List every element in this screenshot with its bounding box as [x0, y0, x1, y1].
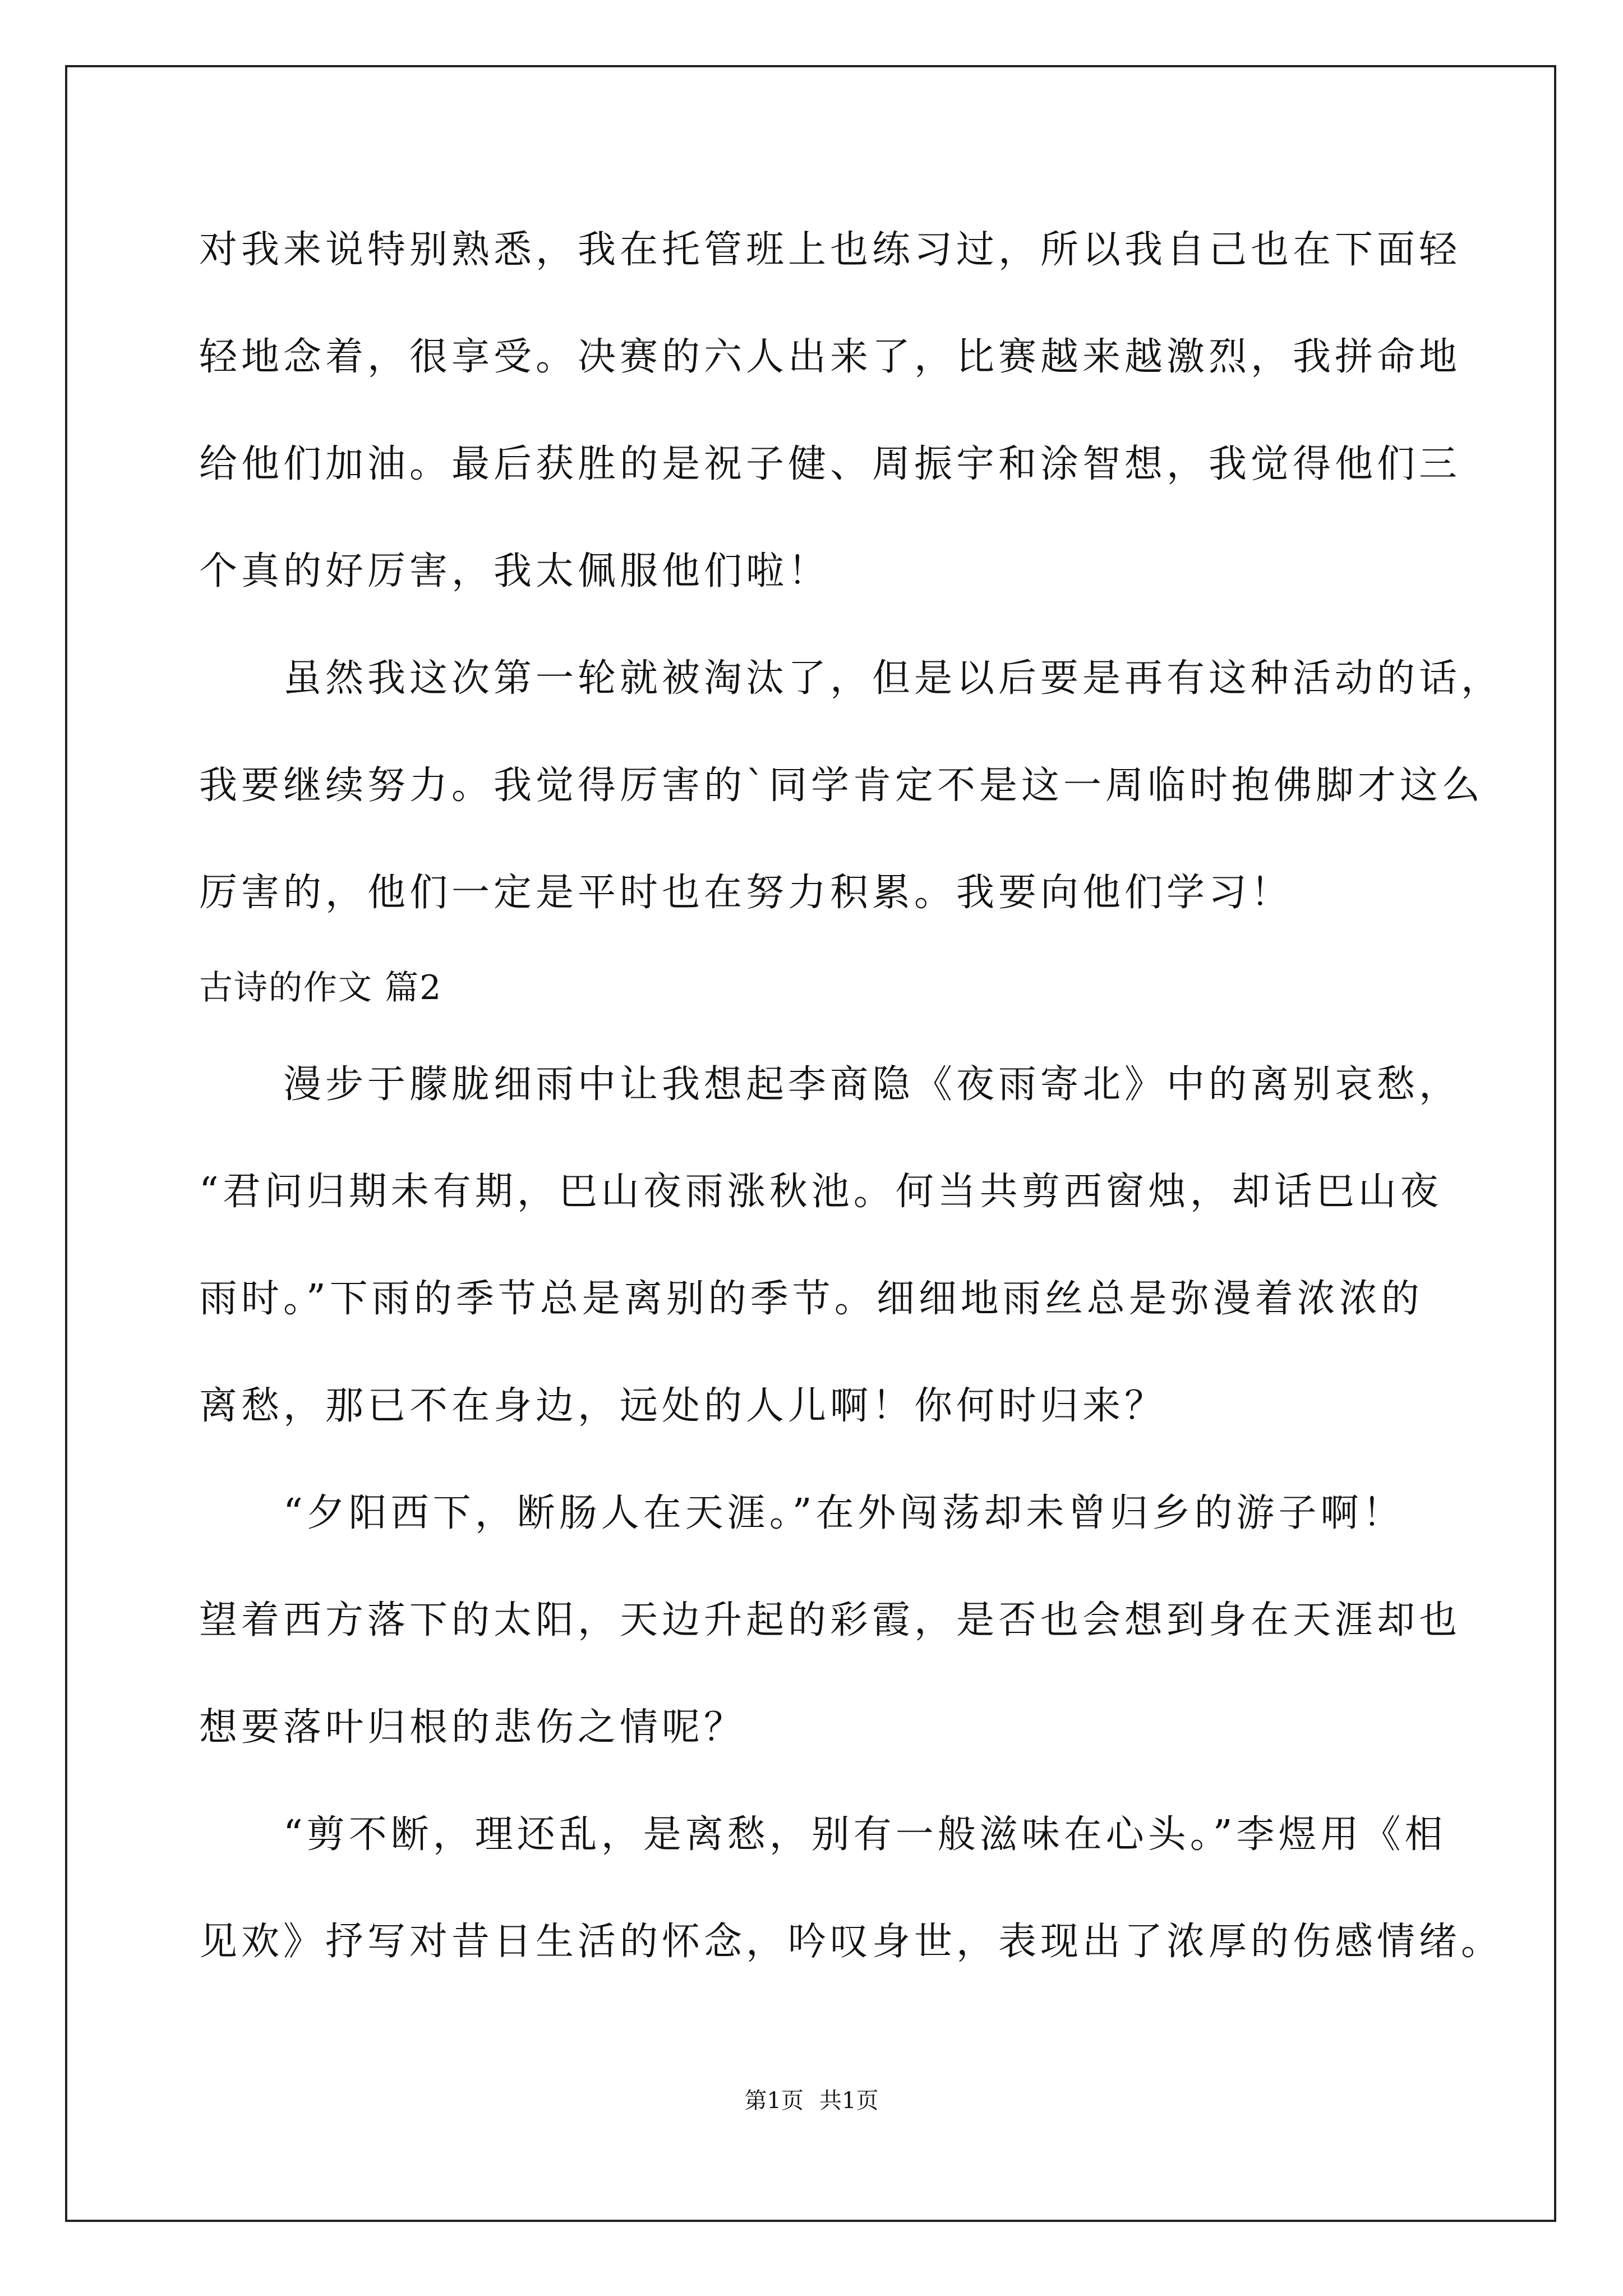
- page-number: 第1页: [744, 2088, 804, 2114]
- paragraph-start-line: 漫步于朦胧细雨中让我想起李商隐《夜雨寄北》中的离别哀愁，: [283, 1062, 1461, 1107]
- paragraph-start-line: 虽然我这次第一轮就被淘汰了，但是以后要是再有这种活动的话，: [283, 656, 1504, 701]
- text-line-14: 望着西方落下的太阳，天边升起的彩霞，是否也会想到身在天涯却也: [199, 1598, 1461, 1642]
- text-line-7: 厉害的，他们一定是平时也在努力积累。我要向他们学习！: [199, 871, 1293, 915]
- section-heading: 古诗的作文 篇2: [199, 968, 442, 1007]
- text-line-2: 轻地念着，很享受。决赛的六人出来了，比赛越来越激烈，我拼命地: [199, 335, 1461, 379]
- paragraph-start-line: “剪不断，理还乱，是离愁，别有一般滋味在心头。”李煜用《相: [283, 1812, 1447, 1857]
- page-footer: [0, 2084, 1623, 2118]
- text-line-17: 见欢》抒写对昔日生活的怀念，吟叹身世，表现出了浓厚的伤感情绪。: [199, 1920, 1504, 1964]
- page-border: [65, 65, 1556, 2222]
- text-line-10: “君问归期未有期，巴山夜雨涨秋池。何当共剪西窗烛，却话巴山夜: [199, 1170, 1442, 1214]
- text-line-3: 给他们加油。最后获胜的是祝子健、周振宇和涂智想，我觉得他们三: [199, 442, 1461, 486]
- text-line-11: 雨时。”下雨的季节总是离别的季节。细细地雨丝总是弥漫着浓浓的: [199, 1277, 1423, 1321]
- text-line-4: 个真的好厉害，我太佩服他们啦！: [199, 549, 831, 593]
- paragraph-start-line: “夕阳西下，断肠人在天涯。”在外闯荡却未曾归乡的游子啊！: [283, 1491, 1405, 1535]
- text-line-15: 想要落叶归根的悲伤之情呢？: [199, 1705, 746, 1750]
- page-total: 共1页: [819, 2088, 879, 2114]
- text-line-6: 我要继续努力。我觉得厉害的`同学肯定不是这一周临时抱佛脚才这么: [199, 763, 1484, 808]
- text-line-12: 离愁，那已不在身边，远处的人儿啊！你何时归来？: [199, 1384, 1167, 1428]
- text-line-1: 对我来说特别熟悉，我在托管班上也练习过，所以我自己也在下面轻: [199, 228, 1461, 272]
